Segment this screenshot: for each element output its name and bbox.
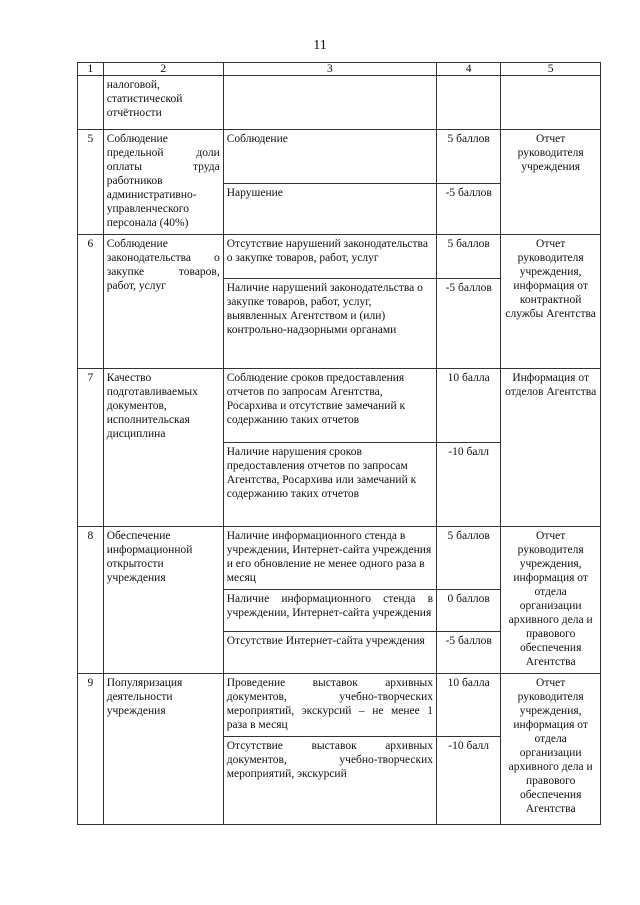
condition-cell: Отсутствие выставок архивных документов, учебно-творческих мероприятий, экскурсий [223, 737, 436, 825]
criterion-cell: Популяризация деятельности учреждения [103, 674, 223, 825]
col-header-1: 1 [78, 63, 104, 76]
condition-cell: Отсутствие нарушений законодательства о закупке товаров, работ, услуг [223, 235, 436, 279]
condition-cell: Наличие нарушения сроков предоставления отчетов по запросам Агентства, Росархива или замечаний к содержанию таких отчетов [223, 443, 436, 527]
condition-cell: Наличие информационного стенда в учреждении, Интернет-сайта учреждения [223, 590, 436, 632]
score-cell: -5 баллов [437, 279, 501, 369]
page-number: 11 [313, 38, 327, 53]
source-cell: Отчет руководителя учреждения [501, 130, 601, 235]
score-cell: 10 балла [437, 674, 501, 737]
source-cell: Отчет руководителя учреждения, информация от отдела организации архивного дела и правового обеспечения Агентства [501, 674, 601, 825]
score-cell [437, 76, 501, 130]
condition-cell: Наличие информационного стенда в учреждении, Интернет-сайта учреждения и его обновление не менее одного раза в месяц [223, 527, 436, 590]
condition-cell: Проведение выставок архивных документов, учебно-творческих мероприятий, экскурсий – не менее 1 раза в месяц [223, 674, 436, 737]
condition-cell: Наличие нарушений законодательства о закупке товаров, работ, услуг, выявленных Агентством и (или) контрольно-надзорными органами [223, 279, 436, 369]
source-cell [501, 76, 601, 130]
row-number-cell: 8 [78, 527, 104, 674]
source-cell: Информация от отделов Агентства [501, 369, 601, 527]
score-cell: -10 балл [437, 737, 501, 825]
column-number-row [78, 63, 601, 76]
score-cell: -5 баллов [437, 183, 501, 234]
criterion-cell: налоговой, статистической отчётности [103, 76, 223, 130]
score-cell: 5 баллов [437, 527, 501, 590]
table-row [78, 130, 601, 184]
score-cell: -10 балл [437, 443, 501, 527]
col-header-4: 4 [437, 63, 501, 76]
row-number-cell: 5 [78, 130, 104, 235]
table-row [78, 674, 601, 737]
score-cell: 5 баллов [437, 235, 501, 279]
score-cell: 5 баллов [437, 130, 501, 184]
score-cell: 0 баллов [437, 590, 501, 632]
col-header-2: 2 [103, 63, 223, 76]
criterion-cell: Качество подготавливаемых документов, исполнительская дисциплина [103, 369, 223, 527]
condition-cell: Соблюдение [223, 130, 436, 184]
row-number-cell: 6 [78, 235, 104, 369]
table-row [78, 369, 601, 443]
table-row-continuation [78, 76, 601, 130]
score-cell: -5 баллов [437, 632, 501, 674]
condition-cell [223, 76, 436, 130]
col-header-5: 5 [501, 63, 601, 76]
criterion-cell: Соблюдение предельной доли оплаты труда работников административно-управленческого персонала (40%) [103, 130, 223, 235]
criterion-cell: Обеспечение информационной открытости учреждения [103, 527, 223, 674]
condition-cell: Отсутствие Интернет-сайта учреждения [223, 632, 436, 674]
col-header-3: 3 [223, 63, 436, 76]
source-cell: Отчет руководителя учреждения, информация от контрактной службы Агентства [501, 235, 601, 369]
source-cell: Отчет руководителя учреждения, информация от отдела организации архивного дела и правового обеспечения Агентства [501, 527, 601, 674]
condition-cell: Нарушение [223, 183, 436, 234]
row-number-cell [78, 76, 104, 130]
criteria-table [77, 62, 601, 825]
table-row [78, 235, 601, 279]
table-row [78, 527, 601, 590]
condition-cell: Соблюдение сроков предоставления отчетов по запросам Агентства, Росархива и отсутствие замечаний к содержанию таких отчетов [223, 369, 436, 443]
score-cell: 10 балла [437, 369, 501, 443]
row-number-cell: 7 [78, 369, 104, 527]
criterion-cell: Соблюдение законодательства о закупке товаров, работ, услуг [103, 235, 223, 369]
row-number-cell: 9 [78, 674, 104, 825]
